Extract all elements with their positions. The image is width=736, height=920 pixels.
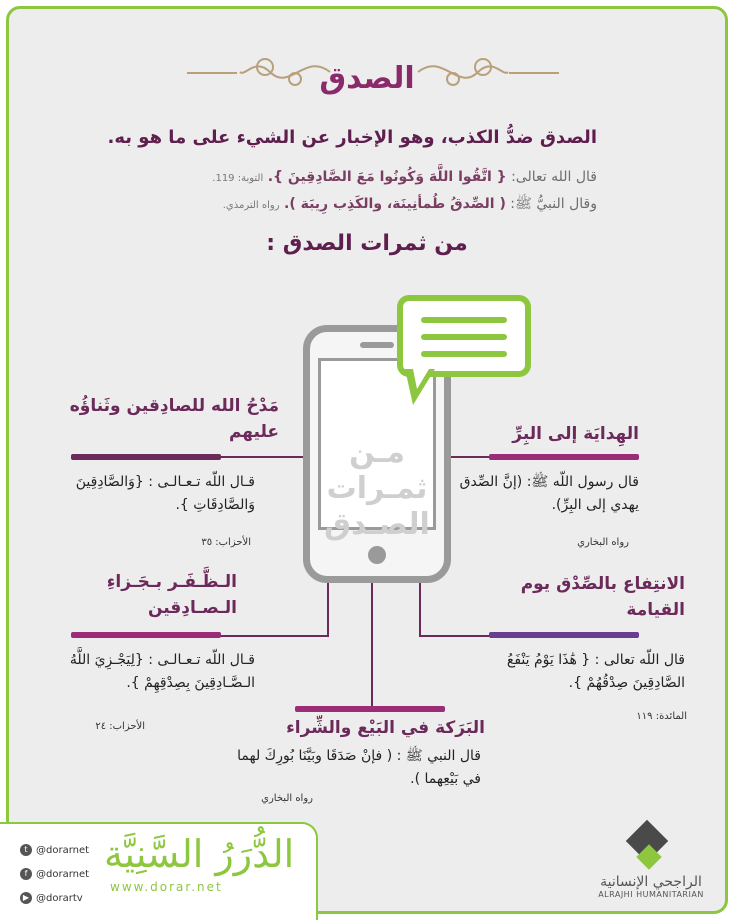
- item-blessing-heading: البَرَكة في البَيْع والشِّراء: [286, 718, 485, 738]
- twitter-icon: t: [20, 844, 32, 856]
- phone-speaker: [360, 342, 394, 348]
- item-guidance-body: قال رسول اللّه ﷺ: (إنَّ الصِّدق يهدي إلى البِرِّ).: [459, 474, 639, 513]
- chat-bubble-tail-inner: [413, 369, 429, 389]
- quran-quote: [37, 169, 597, 185]
- definition-text: الصدق ضدُّ الكذب، وهو الإخبار عن الشيء على ما هو به.: [107, 127, 597, 148]
- quote1-text: { اتَّقُوا اللَّهَ وَكُونُوا مَعَ الصَّادِقِينَ }.: [267, 169, 507, 185]
- social-youtube[interactable]: [20, 892, 83, 904]
- rajhi-brand: [596, 836, 706, 899]
- item-benefit-bar: [489, 632, 639, 638]
- social-twitter-handle: @dorarnet: [36, 845, 90, 856]
- social-facebook[interactable]: [20, 868, 89, 880]
- quote1-source: التوبة: 119.: [212, 173, 264, 184]
- phone-home-button: [368, 546, 386, 564]
- item-praise-heading: مَدْحُ الله للصادِقين وثَناؤُه عليهم: [69, 396, 279, 442]
- connector-bottom-v: [371, 583, 373, 707]
- page-title: الصدق: [319, 61, 415, 96]
- quote1-lead: قال الله تعالى:: [511, 169, 597, 185]
- item-reward-source: الأحزاب: ٢٤: [95, 721, 145, 732]
- infographic-frame: [6, 6, 728, 914]
- quote2-text: ( الصِّدقُ طُمأنِينَة، والكَذِب رِيبَة ).: [284, 196, 506, 212]
- item-praise-source: الأحزاب: ٣٥: [201, 537, 251, 548]
- item-blessing-bar: [295, 706, 445, 712]
- bubble-line-2: [421, 334, 507, 340]
- phone-line-3: الصـدق: [324, 507, 430, 542]
- footer-brand-box: [0, 822, 318, 920]
- chat-bubble-icon: [397, 295, 531, 377]
- item-reward-body: قـال اللّه تـعـالـى : {لِيَجْـزِيَ اللَّهُ الـصَّـادِقِينَ بِصِدْقِهِمْ }.: [69, 652, 255, 691]
- dorar-logo: الدُّرَرُ السَّنِيَّة: [104, 832, 295, 876]
- item-reward-heading: الـظَّـفَـر بـجَـزاءِ الـصـادِقين: [106, 572, 237, 618]
- facebook-icon: f: [20, 868, 32, 880]
- item-praise-bar: [71, 454, 221, 460]
- connector-top-left: [219, 456, 307, 458]
- item-guidance-bar: [489, 454, 639, 460]
- connector-mid-left-h: [209, 635, 329, 637]
- bubble-line-1: [421, 317, 507, 323]
- rajhi-name-ar: الراجحي الإنسانية: [600, 874, 702, 890]
- quote2-source: رواه الترمذي.: [222, 200, 280, 211]
- phone-screen-text: [321, 435, 433, 543]
- item-benefit-source: المائدة: ١١٩: [636, 711, 687, 722]
- phone-line-2: ثمـرات: [326, 471, 428, 506]
- item-guidance-source: رواه البخاري: [577, 537, 629, 548]
- dorar-url[interactable]: www.dorar.net: [110, 880, 223, 894]
- hadith-quote: [37, 195, 597, 215]
- social-facebook-handle: @dorarnet: [36, 869, 90, 880]
- item-guidance-heading: الهِدايَة إلى البِرِّ: [512, 424, 639, 444]
- social-twitter[interactable]: [20, 844, 89, 856]
- phone-line-1: مـن: [349, 435, 405, 470]
- bubble-line-3: [421, 351, 507, 357]
- youtube-icon: ▶: [20, 892, 32, 904]
- fruits-heading: من ثمرات الصدق :: [266, 231, 468, 256]
- item-blessing-source: رواه البخاري: [261, 793, 313, 804]
- quote2-lead: وقال النبيُّ ﷺ:: [510, 196, 597, 212]
- item-benefit-heading: الانتِفاع بالصِّدْق يوم القيامة: [520, 574, 685, 620]
- item-reward-bar: [71, 632, 221, 638]
- social-youtube-handle: @dorartv: [36, 893, 83, 904]
- item-blessing-body: قال النبي ﷺ : ( فإنْ صَدَقَا وبَيَّنَا بُورِكَ لهما في بَيْعِهما ).: [237, 748, 481, 787]
- rajhi-name-en: ALRAJHI HUMANITARIAN: [598, 890, 704, 899]
- item-benefit-body: قال اللّه تعالى : { هَٰذَا يَوْمُ يَنْفَعُ الصَّادِقِينَ صِدْقُهُمْ }.: [506, 652, 685, 691]
- item-praise-body: قـال اللّه تـعـالـى : {وَالصَّادِقِينَ وَالصَّادِقَاتِ }.: [75, 474, 255, 513]
